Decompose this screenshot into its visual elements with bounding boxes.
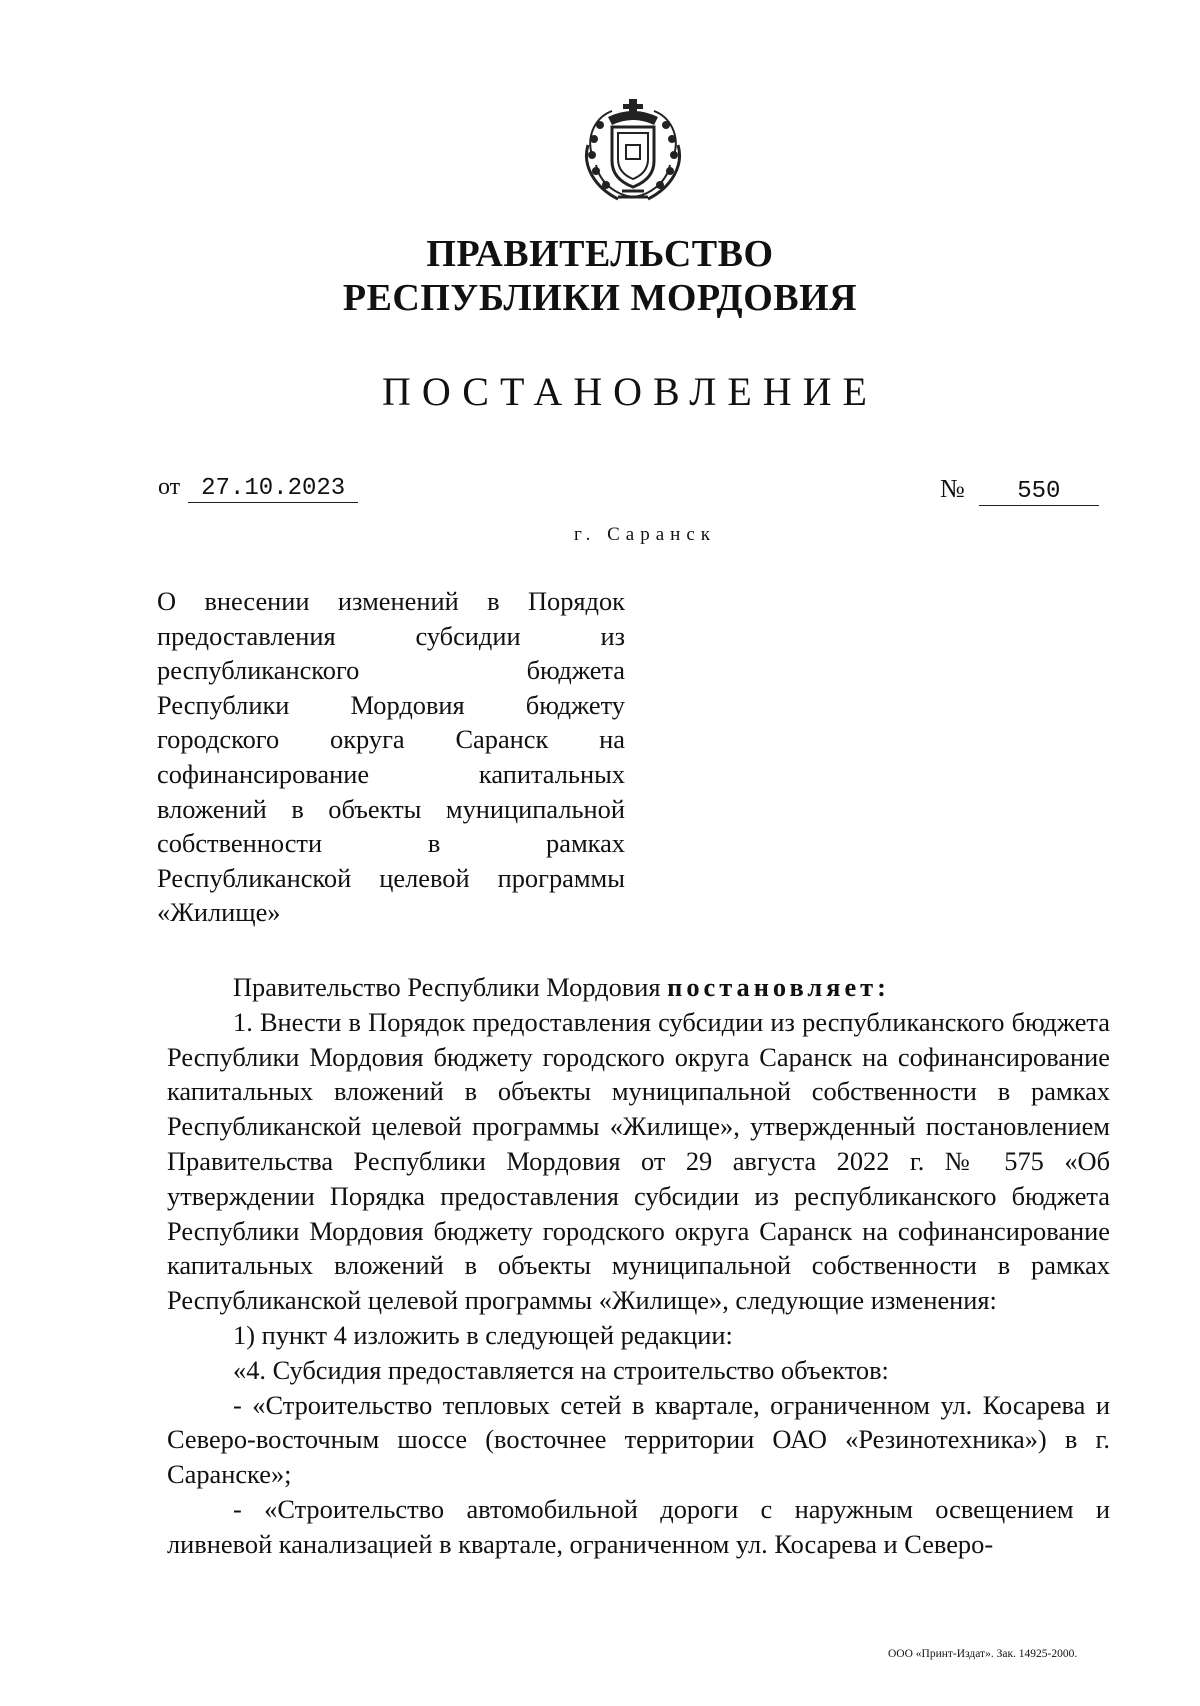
subject-line: городского округа Саранск на: [157, 724, 625, 755]
document-subject: [157, 584, 625, 930]
number-line: [940, 474, 1099, 506]
document-date: 27.10.2023: [188, 476, 358, 503]
subject-line: предоставления субсидии из: [157, 620, 625, 651]
document-type: ПОСТАНОВЛЕНИЕ: [382, 369, 878, 414]
printer-imprint: ООО «Принт-Издат». Зак. 14925-2000.: [888, 1648, 1078, 1660]
intro-text: Правительство Республики Мордовия: [233, 972, 661, 1002]
body-paragraph: 1) пункт 4 изложить в следующей редакции:: [233, 1319, 733, 1350]
date-line: [158, 474, 358, 503]
subject-line: республиканского бюджета: [157, 655, 625, 686]
subject-line: вложений в объекты муниципальной: [157, 793, 625, 824]
intro-action: постановляет:: [667, 972, 890, 1002]
subject-line: О внесении изменений в Порядок: [157, 586, 625, 616]
city: г. Саранск: [573, 524, 717, 545]
body-paragraph: - «Строительство тепловых сетей в квартале, ограниченном ул. Косарева и Северо-восточным шоссе (восточнее территории ОАО «Резинотехника») в г. Саранске»;: [167, 1389, 1110, 1490]
government-title-line1: ПРАВИТЕЛЬСТВО: [426, 233, 774, 275]
body-paragraph: «4. Субсидия предоставляется на строительство объектов:: [233, 1354, 889, 1385]
government-title-line2: РЕСПУБЛИКИ МОРДОВИЯ: [342, 277, 858, 319]
document-number: 550: [979, 479, 1099, 506]
body-paragraph: 1. Внести в Порядок предоставления субсидии из республиканского бюджета Республики Мордовия бюджету городского округа Саранск на софинансирование капитальных вложений в объекты муниципальной собственности в рамках Республиканской целевой программы «Жилище», утвержденный постановлением Правительства Республики Мордовия от 29 августа 2022 г. № 575 «Об утверждении Порядка предоставления субсидии из республиканского бюджета Республики Мордовия бюджету городского округа Саранск на софинансирование капитальных вложений в объекты муниципальной собственности в рамках Республиканской целевой программы «Жилище», следующие изменения:: [167, 1006, 1110, 1316]
subject-line: Республики Мордовия бюджету: [157, 689, 625, 720]
subject-line: «Жилище»: [157, 897, 281, 928]
document-body: [167, 970, 1110, 1562]
subject-line: Республиканской целевой программы: [157, 862, 625, 893]
subject-line: софинансирование капитальных: [157, 758, 625, 789]
subject-line: собственности в рамках: [157, 828, 625, 859]
body-paragraph: - «Строительство автомобильной дороги с наружным освещением и ливневой канализацией в квартале, ограниченном ул. Косарева и Северо-: [167, 1493, 1110, 1559]
body-intro: [167, 970, 1110, 1005]
date-prefix: от: [158, 474, 181, 500]
coat-of-arms-emblem: [578, 95, 688, 207]
number-prefix: №: [940, 474, 965, 503]
